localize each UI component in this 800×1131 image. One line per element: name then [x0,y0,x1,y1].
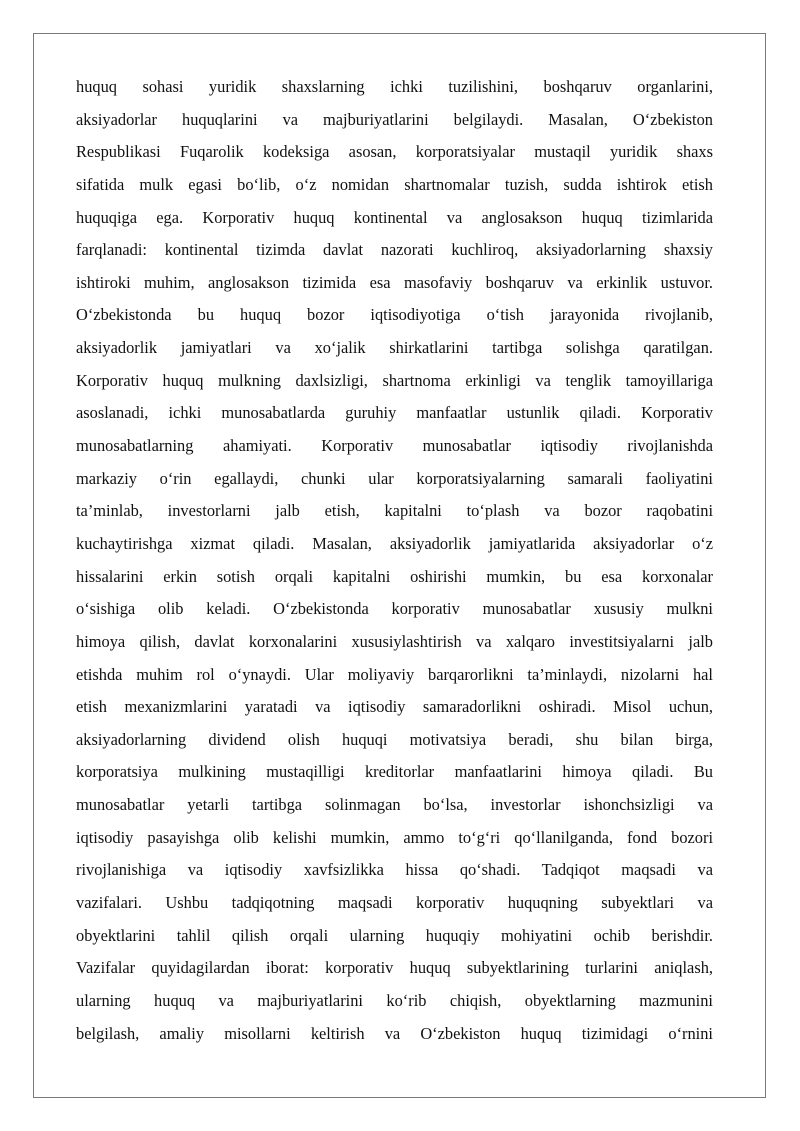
text-line: farqlanadi: kontinental tizimda davlat nazorati kuchliroq, aksiyadorlarning shaxsiy [76,240,713,260]
body-text [76,71,713,1050]
text-line: ularning huquq va majburiyatlarini ko‘rib chiqish, obyektlarning mazmunini [76,990,713,1010]
text-line: Vazifalar quyidagilardan iborat: korporativ huquq subyektlarining turlarini aniqlash, [76,958,713,978]
text-line: rivojlanishiga va iqtisodiy xavfsizlikka hissa qo‘shadi. Tadqiqot maqsadi va [76,860,713,880]
text-line: huquqiga ega. Korporativ huquq kontinental va anglosakson huquq tizimlarida [76,207,713,227]
text-line: o‘sishiga olib keladi. O‘zbekistonda korporativ munosabatlar xususiy mulkni [76,599,713,619]
text-line: belgilash, amaliy misollarni keltirish va O‘zbekiston huquq tizimidagi o‘rnini [76,1023,713,1043]
text-line: aksiyadorlik jamiyatlari va xo‘jalik shirkatlarini tartibga solishga qaratilgan. [76,338,713,358]
text-line: vazifalari. Ushbu tadqiqotning maqsadi korporativ huquqning subyektlari va [76,893,713,913]
text-line: huquq sohasi yuridik shaxslarning ichki tuzilishini, boshqaruv organlarini, [76,77,713,96]
text-line: etish mexanizmlarini yaratadi va iqtisodiy samaradorlikni oshiradi. Misol uchun, [76,697,713,717]
text-line: ta’minlab, investorlarni jalb etish, kapitalni to‘plash va bozor raqobatini [76,501,713,521]
text-line: sifatida mulk egasi bo‘lib, o‘z nomidan shartnomalar tuzish, sudda ishtirok etish [76,174,713,194]
text-line: aksiyadorlar huquqlarini va majburiyatlarini belgilaydi. Masalan, O‘zbekiston [76,109,713,129]
text-line: ishtiroki muhim, anglosakson tizimida esa masofaviy boshqaruv va erkinlik ustuvor. [76,272,713,292]
text-line: munosabatlar yetarli tartibga solinmagan bo‘lsa, investorlar ishonchsizligi va [76,795,713,815]
text-line: Korporativ huquq mulkning daxlsizligi, shartnoma erkinligi va tenglik tamoyillariga [76,370,713,390]
text-line: O‘zbekistonda bu huquq bozor iqtisodiyotiga o‘tish jarayonida rivojlanib, [76,305,713,325]
text-line: iqtisodiy pasayishga olib kelishi mumkin, ammo to‘g‘ri qo‘llanilganda, fond bozori [76,827,713,847]
text-line: munosabatlarning ahamiyati. Korporativ munosabatlar iqtisodiy rivojlanishda [76,436,713,456]
text-line: etishda muhim rol o‘ynaydi. Ular moliyaviy barqarorlikni ta’minlaydi, nizolarni hal [76,664,713,684]
text-line: Respublikasi Fuqarolik kodeksiga asosan, korporatsiyalar mustaqil yuridik shaxs [76,142,713,162]
text-line: aksiyadorlarning dividend olish huquqi motivatsiya beradi, shu bilan birga, [76,729,713,749]
text-line: hissalarini erkin sotish orqali kapitalni oshirishi mumkin, bu esa korxonalar [76,566,713,586]
text-line: kuchaytirishga xizmat qiladi. Masalan, aksiyadorlik jamiyatlarida aksiyadorlar o‘z [76,533,713,553]
text-line: korporatsiya mulkining mustaqilligi kreditorlar manfaatlarini himoya qiladi. Bu [76,762,713,782]
text-line: himoya qilish, davlat korxonalarini xususiylashtirish va xalqaro investitsiyalarni jalb [76,631,713,651]
text-line: asoslanadi, ichki munosabatlarda guruhiy manfaatlar ustunlik qiladi. Korporativ [76,403,713,423]
text-line: obyektlarini tahlil qilish orqali ularning huquqiy mohiyatini ochib berishdir. [76,925,713,945]
text-line: markaziy o‘rin egallaydi, chunki ular korporatsiyalarning samarali faoliyatini [76,468,713,488]
